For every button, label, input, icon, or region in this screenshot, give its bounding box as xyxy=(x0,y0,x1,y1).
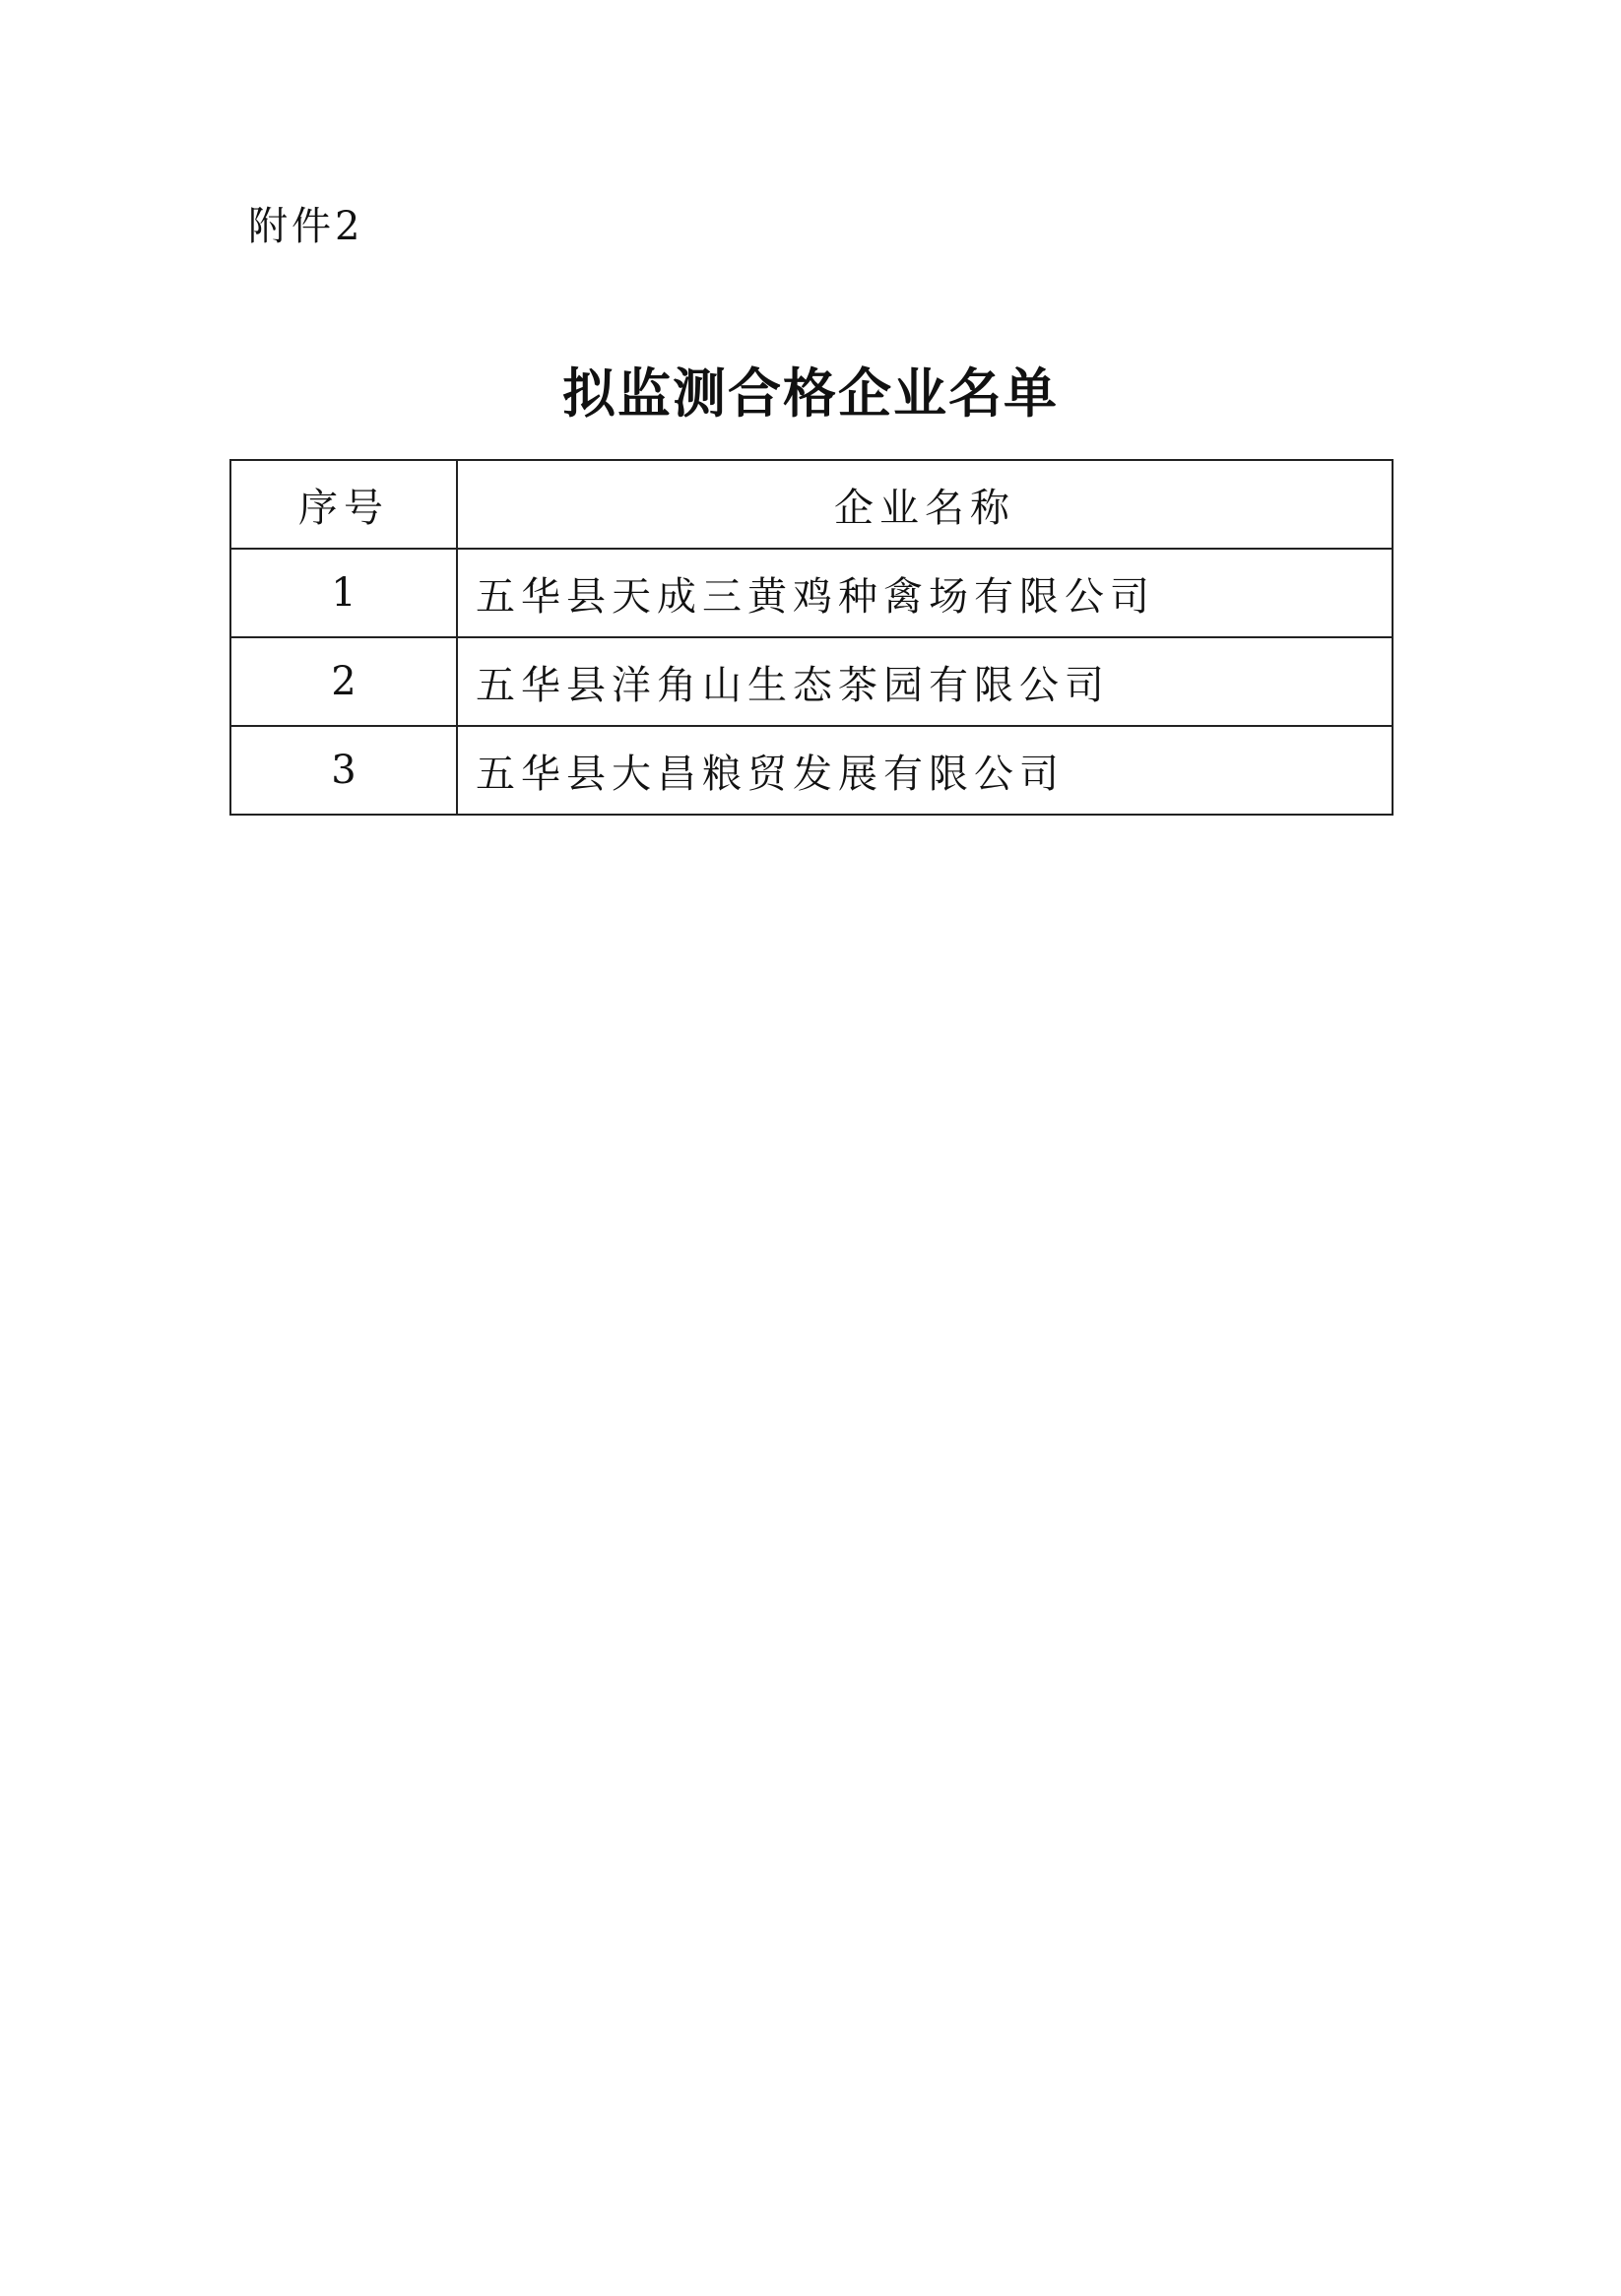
enterprise-name: 五华县天成三黄鸡种禽场有限公司 xyxy=(457,549,1393,637)
enterprise-list-table xyxy=(229,459,1394,816)
enterprise-name: 五华县大昌粮贸发展有限公司 xyxy=(457,726,1393,815)
column-header-no: 序号 xyxy=(230,460,457,549)
table-row xyxy=(230,726,1393,815)
enterprise-name: 五华县洋角山生态茶园有限公司 xyxy=(457,637,1393,726)
column-header-name: 企业名称 xyxy=(457,460,1393,549)
page-title: 拟监测合格企业名单 xyxy=(562,362,1059,425)
table-header-row xyxy=(230,460,1393,549)
row-number: 1 xyxy=(230,549,457,637)
table-row xyxy=(230,549,1393,637)
table-row xyxy=(230,637,1393,726)
row-number: 2 xyxy=(230,637,457,726)
attachment-label: 附件2 xyxy=(248,204,364,249)
row-number: 3 xyxy=(230,726,457,815)
